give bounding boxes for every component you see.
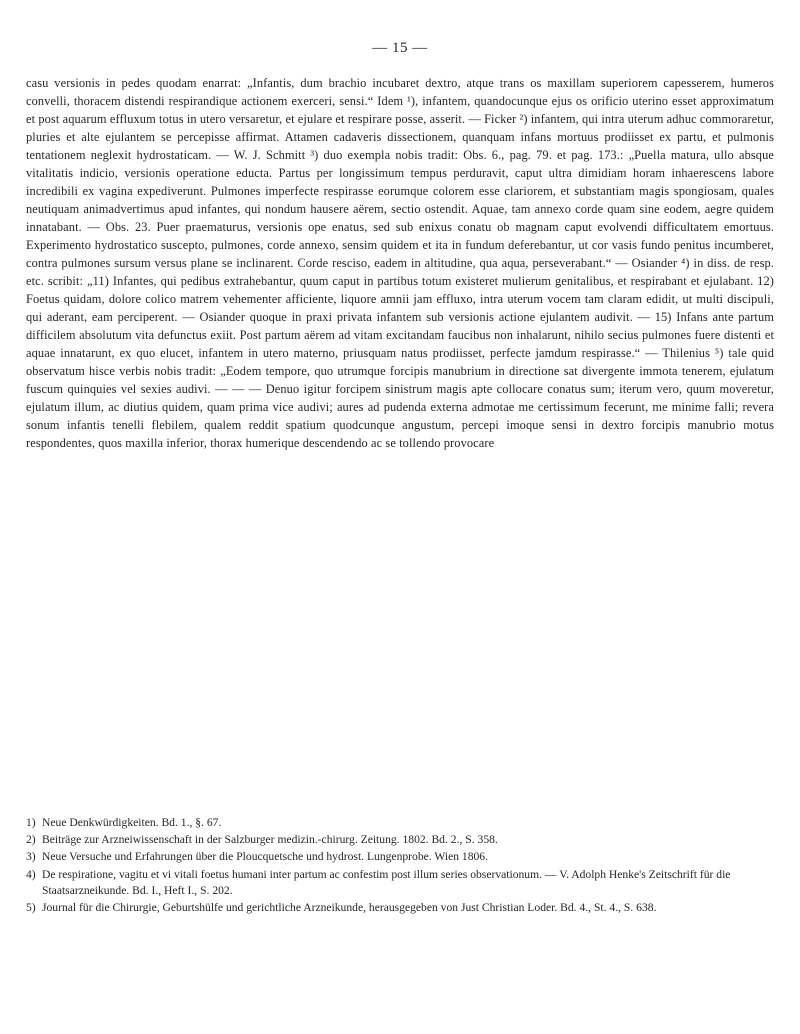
footnote-number: 3) — [26, 850, 36, 864]
footnote-number: 2) — [26, 833, 36, 847]
footnote-text: Journal für die Chirurgie, Geburtshülfe und gerichtliche Arzneikunde, herausgegeben von Just Christian Loder. Bd. 4., St. 4., S. 638. — [42, 901, 657, 915]
footnote-number: 1) — [26, 816, 36, 829]
footnotes — [26, 815, 774, 917]
page-header — [26, 40, 774, 64]
footnote-text: De respiratione, vagitu et vi vitali foetus humani inter partum ac confestim post illum series observationum. — V. Adolph Henke's Zeitschrift für die Staatsarzneikunde. Bd. I., Heft I., S. 202. — [42, 867, 731, 897]
footnote-text: Neue Denkwürdigkeiten. Bd. 1., §. 67. — [42, 816, 222, 829]
footnote-2 — [26, 832, 774, 848]
footnote-number: 5) — [26, 901, 36, 915]
footnote-text: Neue Versuche und Erfahrungen über die Ploucquetsche und hydrost. Lungenprobe. Wien 1806. — [42, 850, 488, 864]
footnote-1 — [26, 815, 774, 831]
footnote-number: 4) — [26, 867, 36, 881]
footnote-4 — [26, 867, 774, 899]
footnote-text: Beiträge zur Arzneiwissenschaft in der Salzburger medizin.-chirurg. Zeitung. 1802. Bd. 2., S. 358. — [42, 833, 498, 847]
footnote-5 — [26, 900, 774, 916]
main-text — [26, 74, 774, 452]
footnote-3 — [26, 849, 774, 865]
document-page — [26, 40, 774, 1020]
body-paragraph: casu versionis in pedes quodam enarrat: „Infantis, dum brachio incubaret dextro, atque trans os maxillam superiorem capesserem, humeros convelli, thoracem distendi respirandique actionem exerceri, sensi.“ Idem ¹), infantem, quandocunque ejus os orificio uterino esset approximatum et post aquarum effluxum totus in utero versaretur, et ejulare et respirare posse, asserit. — Ficker ²) infantem, qui intra uterum adhuc commoraretur, pluries et alte ejulantem se percepisse affirmat. Attamen cadaveris dissectionem, quanquam infans mortuus prodiisset ex partu, et pulmonis tentationem neglexit hydrostaticam. — W. J. Schmitt ³) duo exempla nobis tradit: Obs. 6., pag. 79. et pag. 173.: „Puella matura, ullo absque vitalitatis indicio, versionis operatione educta. Partus per longissimum tempus perduravit, caput ultra dimidiam horam inhaerescens labore incredibili ex vagina expediverunt. Pulmones imperfecte respirasse eorumque colorem esse clariorem, et substantiam magis spongiosam, quales neutiquam animadvertimus apud infantes, qui nondum hausere aërem, sectio ostendit. Aquae, tam annexo corde quam sine eodem, aegre quidem innatabant. — Obs. 23. Puer praematurus, versionis ope enatus, sed sub enixus conatu ob magnam caput evolvendi difficultatem emortuus. Experimento hydrostatico suscepto, pulmones, corde annexo, sensim quidem et ita in fundum deferebantur, ut cor vasis fundo penitus incumberet, contra pulmones sursum versus plane se inclinarent. Corde resciso, eadem in altitudine, qua aqua, perseverabant.“ — Osiander ⁴) in diss. de resp. etc. scribit: „11) Infantes, qui pedibus extrahebantur, quum caput in partibus totum existeret mulierum genitalibus, et respirabant et ejulabant. 12) Foetus quidam, dolore colico matrem vehementer afficiente, liquore amnii jam effluxo, intra uterum vocem tam claram edidit, ut multi discipuli, qui aderant, eam perciperent. — Osiander quoque in praxi privata infantem sub versionis actione ejulantem audivit. — 15) Infans ante partum difficilem absolutum vita defunctus exiit. Post partum aërem ad vitam excitandam faucibus non inhalarunt, nihilo secius pulmones fuere distenti et aquae innatarunt, ex quo elucet, infantem in utero materno, priusquam natus prodiisset, perfecte jamdum respirasse.“ — Thilenius ⁵) tale quid observatum hisce verbis nobis tradit: „Eodem tempore, quo utrumque forcipis manubrium in directione sat divergente immota tenerem, ejulatum fuscum quinquies vel sexies audivi. — — — Denuo igitur forcipem sinistrum magis apte collocare conatus sum; iterum vero, quum moveretur, ejulatum illum, ac diutius quidem, quam prima vice audivi; aures ad pudenda externa admotae me certissimum fecerunt, me minime falli; revera sonum infantis tenelli flebilem, qualem reddit spatium quodcunque angustum, percepi imoque sensi in dextro forcipis manubrio motus respondentes, quos maxilla inferior, thorax humerique descendendo ac se tollendo provocare — [26, 76, 774, 450]
page-number: — 15 — — [372, 40, 428, 56]
